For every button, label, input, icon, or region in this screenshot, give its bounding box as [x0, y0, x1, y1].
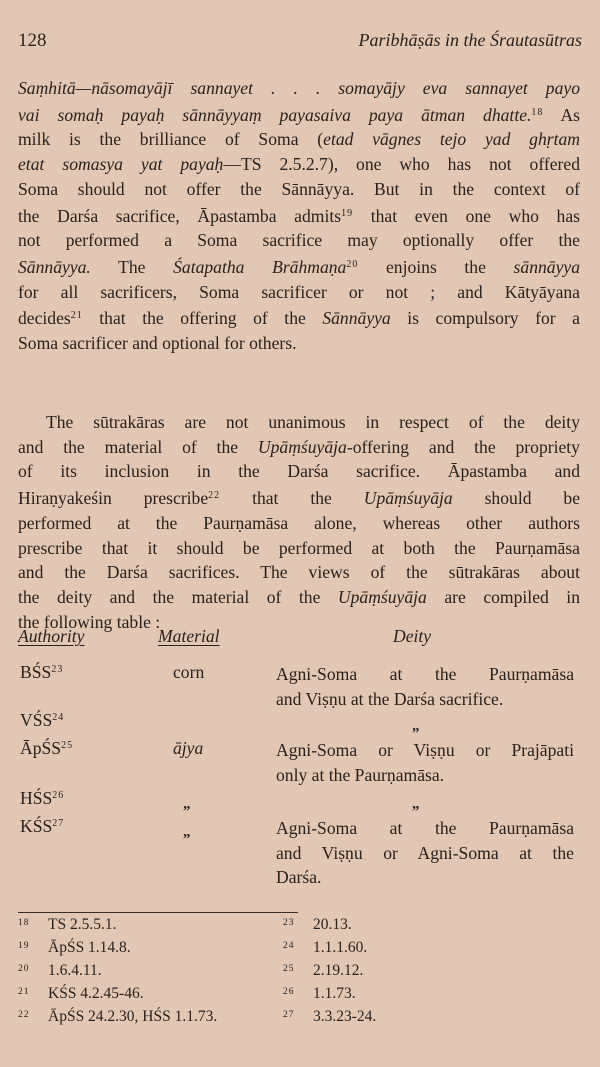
text-line: vai somaḥ payaḥ sānnāyyaṃ payasaiva paya ātman dhatte.$^{18}$ As: [18, 104, 580, 125]
footnote-divider: [18, 912, 298, 913]
paragraph-2: [18, 410, 580, 634]
page-header: [18, 30, 582, 58]
paragraph-1: [18, 76, 580, 356]
text-line: and the material of the Upāṃśuyāja-offering and the propriety: [18, 436, 580, 457]
deity-cell: Agni-Soma or Viṣṇu or Prajāpati only at the Paurṇamāsa.: [276, 740, 574, 785]
authority-cell: BŚS$^{23}$: [20, 662, 64, 682]
footnote-item: 19 ĀpŚS 1.14.8.: [18, 939, 131, 956]
ditto-mark: „: [412, 718, 420, 734]
text-line: the following table :: [18, 611, 161, 632]
text-line: performed at the Paurṇamāsa alone, whereas other authors: [18, 512, 580, 533]
footnote-item: 23 20.13.: [283, 916, 352, 933]
material-cell: ājya: [173, 738, 204, 758]
authority-cell: KŚS$^{27}$: [20, 816, 65, 836]
footnote-item: 20 1.6.4.11.: [18, 962, 102, 979]
footnote-item: 21 KŚS 4.2.45-46.: [18, 985, 144, 1002]
footnote-item: 18 TS 2.5.5.1.: [18, 916, 117, 933]
text-line: for all sacrificers, Soma sacrificer or not ; and Kātyāyana: [18, 281, 580, 302]
authority-cell: ĀpŚS$^{25}$: [20, 738, 74, 758]
footnote-item: 26 1.1.73.: [283, 985, 356, 1002]
column-header-deity: Deity: [393, 626, 432, 646]
text-line: decides$^{21}$ that the offering of the Sānnāyya is compulsory for a: [18, 308, 580, 329]
ditto-mark: „: [183, 796, 191, 812]
text-line: of its inclusion in the Darśa sacrifice. Āpastamba and: [18, 461, 580, 482]
text-line: the Darśa sacrifice, Āpastamba admits$^{19}$ that even one who has: [18, 205, 580, 226]
text-line: milk is the brilliance of Soma (etad vāgnes tejo yad ghṛtam: [18, 129, 580, 150]
text-line: etat somasya yat payaḥ—TS 2.5.2.7), one who has not offered: [18, 154, 580, 175]
footnote-ref: 18: [531, 106, 544, 118]
ditto-mark: „: [412, 796, 420, 812]
text-line: and the Darśa sacrifices. The views of the sūtrakāras about: [18, 562, 580, 583]
footnote-item: 27 3.3.23-24.: [283, 1008, 377, 1025]
page-number: 128: [18, 30, 47, 51]
authority-cell: VŚS$^{24}$: [20, 710, 65, 730]
material-cell: corn: [173, 662, 205, 682]
running-title: Paribhāṣās in the Śrautasūtras: [358, 30, 582, 50]
text-line: not performed a Soma sacrifice may optionally offer the: [18, 230, 580, 251]
text-line: Soma sacrificer and optional for others.: [18, 333, 297, 354]
footnote-ref: 19: [341, 207, 354, 219]
footnote-ref: 22: [208, 490, 221, 502]
text-line: Soma should not offer the Sānnāyya. But in the context of: [18, 178, 580, 199]
footnote-ref: 20: [346, 258, 359, 270]
text-line: Saṃhitā—nāsomayājī sannayet . . . somayājy eva sannayet payo: [18, 78, 580, 98]
text-line: prescribe that it should be performed at both the Paurṇamāsa: [18, 537, 580, 558]
column-header-material: Material: [158, 626, 220, 646]
ditto-mark: „: [183, 824, 191, 840]
authority-cell: HŚS$^{26}$: [20, 788, 65, 808]
text-line: the deity and the material of the Upāṃśuyāja are compiled in: [18, 586, 580, 607]
footnote-ref: 21: [70, 310, 83, 322]
text-line: Hiraṇyakeśin prescribe$^{22}$ that the Upāṃśuyāja should be: [18, 488, 580, 509]
footnote-item: 25 2.19.12.: [283, 962, 364, 979]
text-line: The sūtrakāras are not unanimous in respect of the deity: [46, 412, 580, 432]
footnote-item: 22 ĀpŚS 24.2.30, HŚS 1.1.73.: [18, 1008, 218, 1025]
deity-cell: Agni-Soma at the Paurṇamāsa and Viṣṇu at the Darśa sacrifice.: [276, 664, 574, 709]
footnote-item: 24 1.1.1.60.: [283, 939, 368, 956]
text-line: Sānnāyya. The Śatapatha Brāhmaṇa$^{20}$ enjoins the sānnāyya: [18, 256, 580, 277]
column-header-authority: Authority: [18, 626, 85, 646]
deity-cell: Agni-Soma at the Paurṇamāsa and Viṣṇu or Agni-Soma at the Darśa.: [276, 818, 574, 887]
